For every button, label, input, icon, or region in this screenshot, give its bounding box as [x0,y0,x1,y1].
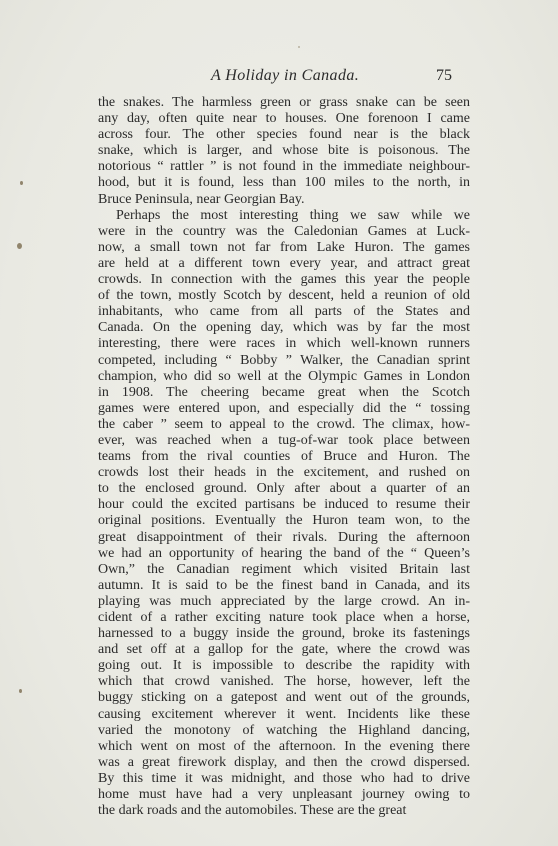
text-line: Canada. On the opening day, which was by far the most [98,320,470,336]
text-line: ever, was reached when a tug-of-war took place between [98,432,470,448]
text-line: which that crowd vanished. The horse, however, left the [98,674,470,690]
paper-speck [17,243,22,249]
text-line: snake, which is larger, and whose bite is poisonous. The [98,143,470,159]
text-line: to the enclosed ground. Only after about a quarter of an [98,481,470,497]
text-line: varied the monotony of watching the Highland dancing, [98,722,470,738]
text-line: going out. It is impossible to describe the rapidity with [98,658,470,674]
paper-speck [20,181,23,185]
text-line: crowds. In connection with the games this year the people [98,272,470,288]
text-line: great disappointment of their rivals. During the afternoon [98,529,470,545]
text-line: the snakes. The harmless green or grass snake can be seen [98,95,470,110]
text-line: the dark roads and the automobiles. These are the great [98,803,407,819]
text-line: and set off at a gallop for the gate, where the crowd was [98,642,470,658]
text-line: hood, but it is found, less than 100 miles to the north, in [98,175,470,191]
text-line: buggy sticking on a gatepost and went out of the grounds, [98,690,470,706]
body-text [98,95,470,819]
paper-speck [19,689,22,693]
paragraph-snakes [98,95,470,208]
text-line: By this time it was midnight, and those who had to drive [98,770,470,786]
text-line: harnessed to a buggy inside the ground, broke its fastenings [98,626,470,642]
text-line: cident of a rather exciting nature took place when a horse, [98,610,470,625]
text-line: crowds lost their heads in the excitement, and rushed on [98,465,470,481]
text-line: were in the country was the Caledonian Games at Luck- [98,223,470,239]
text-line: we had an opportunity of hearing the band of the “ Queen’s [98,545,470,561]
running-title: A Holiday in Canada. [211,67,360,84]
text-line: hour could the excited partisans be induced to resume their [98,497,470,513]
text-line: the caber ” seem to appeal to the crowd. The climax, how- [98,416,470,432]
text-line: Bruce Peninsula, near Georgian Bay. [98,191,305,207]
text-line: any day, often quite near to houses. One forenoon I came [98,111,470,127]
text-line: are held at a different town every year, and attract great [98,255,470,271]
text-line: of the town, mostly Scotch by descent, held a reunion of old [98,288,470,304]
text-line: competed, including “ Bobby ” Walker, the Canadian sprint [98,352,470,368]
page-number: 75 [436,67,452,84]
text-line: was a great firework display, and then the crowd dispersed. [98,754,470,770]
text-line: home must have had a very unpleasant journey owing to [98,787,470,803]
text-line: interesting, there were races in which well-known runners [98,336,470,352]
paper-speck [298,46,300,48]
text-line: inhabitants, who came from all parts of the States and [98,304,470,320]
text-line: causing excitement wherever it went. Incidents like these [98,706,470,722]
text-line: original positions. Eventually the Huron team won, to the [98,513,470,529]
text-line: Own,” the Canadian regiment which visited Britain last [98,561,470,577]
text-line: in 1908. The cheering became great when the Scotch [98,384,470,400]
text-line: autumn. It is said to be the finest band in Canada, and its [98,577,470,593]
text-line: playing was much appreciated by the large crowd. An in- [98,593,470,609]
page-header [0,67,558,89]
text-line: Perhaps the most interesting thing we saw while we [116,207,470,223]
text-line: across four. The other species found near is the black [98,127,470,143]
paragraph-caledonian-games [98,208,470,820]
text-line: now, a small town not far from Lake Huron. The games [98,239,470,255]
text-line: champion, who did so well at the Olympic Games in London [98,368,470,384]
text-line: which went on most of the afternoon. In the evening there [98,738,470,754]
text-line: notorious “ rattler ” is not found in the immediate neighbour- [98,159,470,175]
text-line: teams from the rival counties of Bruce and Huron. The [98,449,470,465]
text-line: games were entered upon, and especially did the “ tossing [98,400,470,416]
